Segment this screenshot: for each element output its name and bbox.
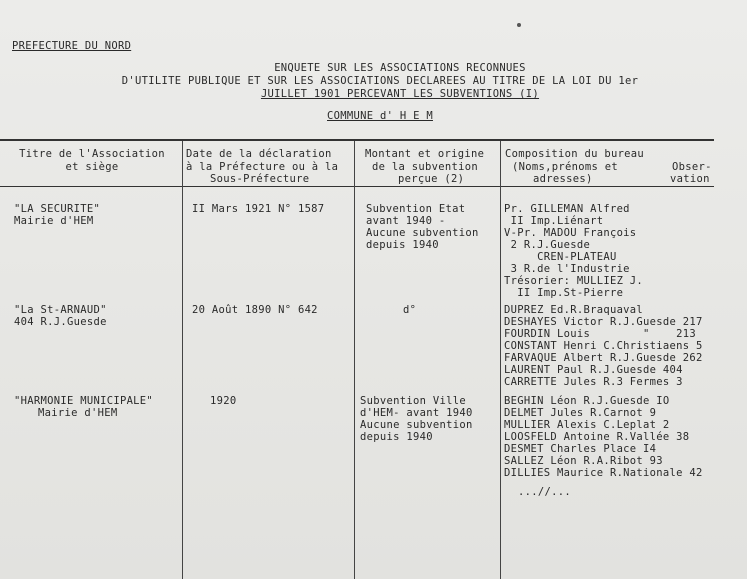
row3-board-5: DESMET Charles Place I4 xyxy=(504,443,657,455)
table-header-rule xyxy=(0,186,714,187)
row1-name: "LA SECURITE" xyxy=(14,203,101,215)
col1-header-line1: Titre de l'Association xyxy=(19,148,165,160)
row3-date: 1920 xyxy=(210,395,237,407)
col4-header-line3: adresses) xyxy=(533,173,593,185)
row3-subsidy-4: depuis 1940 xyxy=(360,431,433,443)
row3-board-2: DELMET Jules R.Carnot 9 xyxy=(504,407,657,419)
row1-board-1: Pr. GILLEMAN Alfred xyxy=(504,203,630,215)
col4-header-line2: (Noms,prénoms et xyxy=(512,161,618,173)
row3-subsidy-1: Subvention Ville xyxy=(360,395,466,407)
column-divider-3 xyxy=(500,141,501,579)
title-line-3: JUILLET 1901 PERCEVANT LES SUBVENTIONS (I) xyxy=(260,88,540,100)
row1-board-6: 3 R.de l'Industrie xyxy=(504,263,630,275)
row2-seat: 404 R.J.Guesde xyxy=(14,316,107,328)
row1-board-5: CREN-PLATEAU xyxy=(504,251,617,263)
title-line-1: ENQUETE SUR LES ASSOCIATIONS RECONNUES xyxy=(274,62,526,74)
column-divider-2 xyxy=(354,141,355,579)
row3-board-6: SALLEZ Léon R.A.Ribot 93 xyxy=(504,455,663,467)
col5-header-line2: vation xyxy=(670,173,710,185)
col2-header-line1: Date de la déclaration xyxy=(186,148,332,160)
row3-board-4: LOOSFELD Antoine R.Vallée 38 xyxy=(504,431,690,443)
continuation-mark: ...//... xyxy=(518,486,571,498)
col3-header-line2: de la subvention xyxy=(372,161,478,173)
row2-subsidy-1: d° xyxy=(403,304,417,316)
row1-subsidy-1: Subvention Etat xyxy=(366,203,466,215)
row3-seat: Mairie d'HEM xyxy=(38,407,118,419)
row1-board-2: II Imp.Liénart xyxy=(504,215,604,227)
row1-board-8: II Imp.St-Pierre xyxy=(504,287,624,299)
prefecture-label: PREFECTURE DU NORD xyxy=(12,40,132,52)
row2-name: "La St-ARNAUD" xyxy=(14,304,107,316)
row1-subsidy-3: Aucune subvention xyxy=(366,227,479,239)
row1-subsidy-4: depuis 1940 xyxy=(366,239,439,251)
row2-board-4: CONSTANT Henri C.Christiaens 5 xyxy=(504,340,703,352)
row2-board-2: DESHAYES Victor R.J.Guesde 217 xyxy=(504,316,703,328)
col2-header-line3: Sous-Préfecture xyxy=(210,173,310,185)
row3-board-1: BEGHIN Léon R.J.Guesde IO xyxy=(504,395,670,407)
table-top-rule xyxy=(0,139,714,141)
row3-subsidy-3: Aucune subvention xyxy=(360,419,473,431)
row2-board-1: DUPREZ Ed.R.Braquaval xyxy=(504,304,644,316)
row1-subsidy-2: avant 1940 - xyxy=(366,215,446,227)
row1-board-3: V-Pr. MADOU François xyxy=(504,227,637,239)
row1-board-7: Trésorier: MULLIEZ J. xyxy=(504,275,644,287)
row3-subsidy-2: d'HEM- avant 1940 xyxy=(360,407,473,419)
col3-header-line3: perçue (2) xyxy=(398,173,465,185)
row3-board-7: DILLIES Maurice R.Nationale 42 xyxy=(504,467,703,479)
row3-board-3: MULLIER Alexis C.Leplat 2 xyxy=(504,419,670,431)
row2-board-6: LAURENT Paul R.J.Guesde 404 xyxy=(504,364,683,376)
col2-header-line2: à la Préfecture ou à la xyxy=(186,161,339,173)
col5-header-line1: Obser- xyxy=(672,161,712,173)
col1-header-line2: et siège xyxy=(65,161,119,173)
row1-date: II Mars 1921 N° 1587 xyxy=(192,203,325,215)
column-divider-1 xyxy=(182,141,183,579)
row1-seat: Mairie d'HEM xyxy=(14,215,94,227)
ink-speck xyxy=(517,23,521,27)
row2-board-7: CARRETTE Jules R.3 Fermes 3 xyxy=(504,376,683,388)
row3-name: "HARMONIE MUNICIPALE" xyxy=(14,395,154,407)
row1-board-4: 2 R.J.Guesde xyxy=(504,239,591,251)
col4-header-line1: Composition du bureau xyxy=(505,148,645,160)
row2-board-5: FARVAQUE Albert R.J.Guesde 262 xyxy=(504,352,703,364)
commune-title: COMMUNE d' H E M xyxy=(327,110,433,122)
row2-board-3: FOURDIN Louis " 213 xyxy=(504,328,697,340)
row2-date: 20 Août 1890 N° 642 xyxy=(192,304,318,316)
title-line-2: D'UTILITE PUBLIQUE ET SUR LES ASSOCIATIONS DECLAREES AU TITRE DE LA LOI DU 1er xyxy=(121,75,639,87)
col3-header-line1: Montant et origine xyxy=(365,148,485,160)
